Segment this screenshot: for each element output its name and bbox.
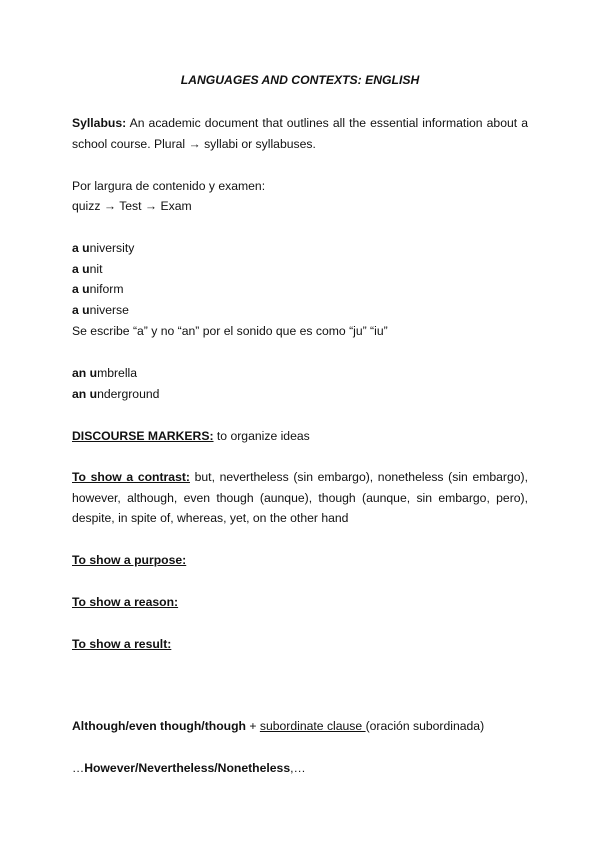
- word-rest: mbrella: [97, 366, 138, 380]
- result-heading: To show a result:: [72, 637, 172, 651]
- contrast-heading: To show a contrast:: [72, 470, 190, 484]
- word-rest: niform: [89, 282, 124, 296]
- reason-line: [72, 594, 178, 610]
- however-prefix: …: [72, 761, 85, 775]
- syllabus-definition: An academic document that outlines all the essential information about a: [126, 116, 528, 130]
- word-prefix: an u: [72, 387, 98, 401]
- however-suffix: ,…: [290, 761, 306, 775]
- reason-heading: To show a reason:: [72, 595, 179, 609]
- syllabus-term: Syllabus:: [72, 116, 127, 130]
- a-note: Se escribe “a” y no “an” por el sonido que es como “ju” “iu”: [72, 324, 388, 338]
- purpose-heading: To show a purpose:: [72, 553, 187, 567]
- contrast-line-3: despite, in spite of, whereas, yet, on the other hand: [72, 511, 349, 525]
- purpose-line: [72, 552, 186, 568]
- word-rest: nit: [89, 262, 103, 276]
- syllabus-line-1: [72, 115, 528, 131]
- however-line: [72, 760, 306, 776]
- an-word-underground: [72, 386, 159, 402]
- contrast-line-2: however, although, even though (aunque), though (aunque, sin embargo, pero),: [72, 491, 528, 505]
- discourse-heading: DISCOURSE MARKERS:: [72, 429, 214, 443]
- although-rest: (oración subordinada): [365, 719, 485, 733]
- word-prefix: a u: [72, 303, 90, 317]
- result-line: [72, 636, 171, 652]
- although-line: [72, 718, 484, 734]
- syllabus-line-2: school course. Plural → syllabi or syllabuses.: [72, 137, 316, 151]
- length-line-2: quizz → Test → Exam: [72, 199, 192, 213]
- word-prefix: a u: [72, 262, 90, 276]
- although-plus: +: [245, 719, 260, 733]
- contrast-text-1: but, nevertheless (sin embargo), nonetheless (sin embargo),: [189, 470, 528, 484]
- word-rest: niverse: [89, 303, 129, 317]
- a-word-uniform: [72, 281, 123, 297]
- discourse-rest: to organize ideas: [213, 429, 310, 443]
- document-title: LANGUAGES AND CONTEXTS: ENGLISH: [180, 73, 420, 87]
- a-word-unit: [72, 261, 102, 277]
- discourse-markers: [72, 428, 310, 444]
- a-word-universe: [72, 302, 129, 318]
- subordinate-clause: subordinate clause: [259, 719, 366, 733]
- an-word-umbrella: [72, 365, 137, 381]
- word-prefix: a u: [72, 241, 90, 255]
- although-bold: Although/even though/though: [72, 719, 246, 733]
- however-bold: However/Nevertheless/Nonetheless: [84, 761, 291, 775]
- word-prefix: an u: [72, 366, 98, 380]
- contrast-line-1: [72, 469, 528, 485]
- word-rest: niversity: [89, 241, 135, 255]
- word-rest: nderground: [97, 387, 160, 401]
- length-line-1: Por largura de contenido y examen:: [72, 179, 266, 193]
- a-word-university: [72, 240, 134, 256]
- word-prefix: a u: [72, 282, 90, 296]
